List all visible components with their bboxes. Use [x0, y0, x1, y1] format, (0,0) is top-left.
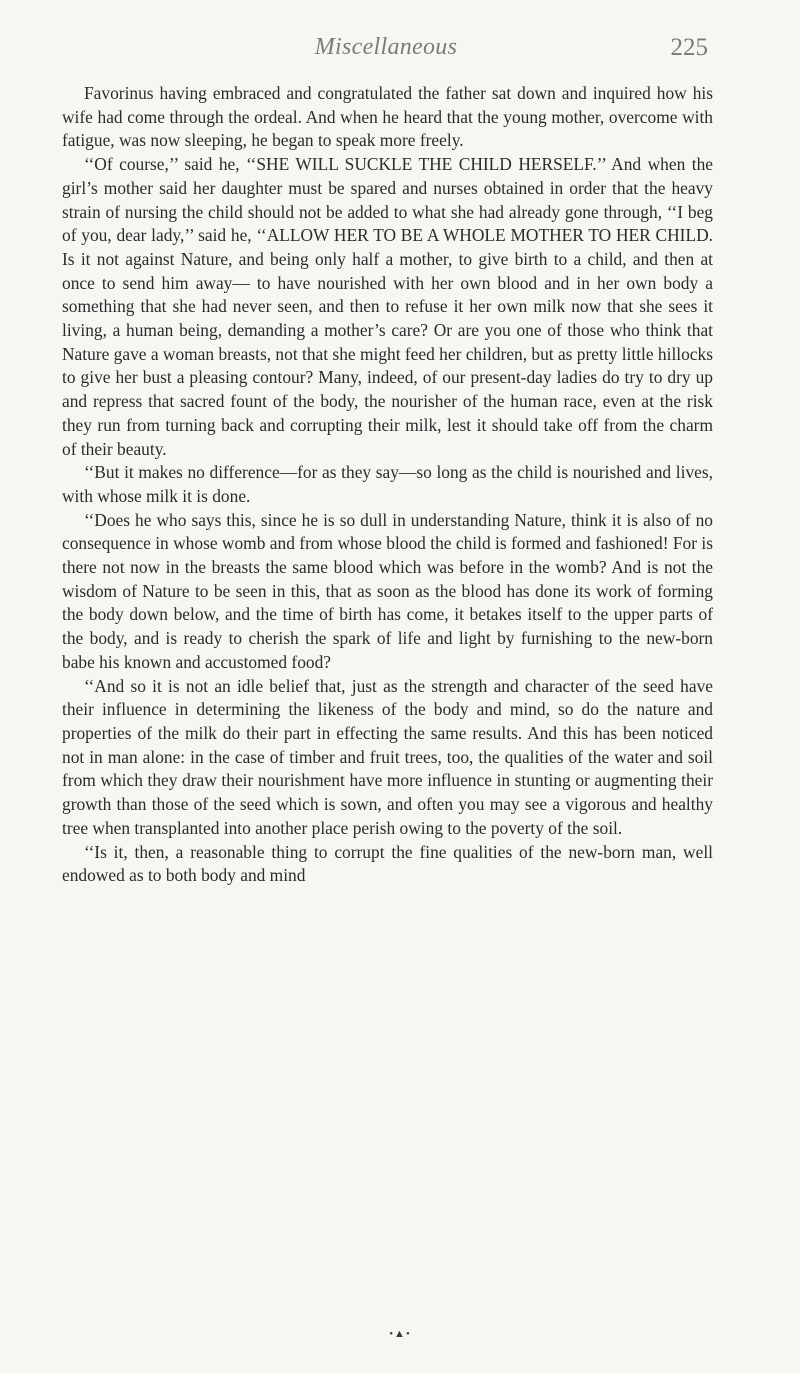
paragraph: ‘‘But it makes no difference—for as they say—so long as the child is nourished and lives, with whose milk it is done. [62, 462, 713, 506]
running-title: Miscellaneous [314, 34, 458, 60]
printer-ornament: •▲• [389, 1328, 411, 1340]
paragraph: ‘‘Of course,’’ said he, ‘‘SHE WILL SUCKLE THE CHILD HERSELF.’’ And when the girl’s mother said her daughter must be spared and nurses obtained in order that the heavy strain of nursing the child should not be added to what she had already gone through, ‘‘I beg of you, dear lady,’’ said he, ‘‘ALLOW HER TO BE A WHOLE MOTHER TO HER CHILD. Is it not against Nature, and being only half a mother, to give birth to a child, and then at once to send him away— to have nourished with her own blood and in her own body a something that she had never seen, and then to refuse it her own milk now that she sees it living, a human being, demanding a mother’s care? Or are you one of those who think that Nature gave a woman breasts, not that she might feed her children, but as pretty little hillocks to give her bust a pleasing contour? Many, indeed, of our present-day ladies do try to dry up and repress that sacred fount of the body, the nourisher of the human race, even at the risk they run from turning back and corrupting their milk, lest it should take off from the charm of their beauty. [62, 154, 713, 459]
paragraph: ‘‘Does he who says this, since he is so dull in understanding Nature, think it is also of no consequence in whose womb and from whose blood the child is formed and fashioned! For is there not now in the breasts the same blood which was before in the womb? And is not the wisdom of Nature to be seen in this, that as soon as the blood has done its work of forming the body down below, and the time of birth has come, it betakes itself to the upper parts of the body, and is ready to cherish the spark of life and light by furnishing to the new-born babe his known and accustomed food? [62, 509, 713, 672]
page-number: 225 [670, 34, 708, 61]
paragraph: ‘‘And so it is not an idle belief that, just as the strength and character of the seed have their influence in determining the likeness of the body and mind, so do the nature and properties of the milk do their part in effecting the same results. And this has been noticed not in man alone: in the case of timber and fruit trees, too, the qualities of the water and soil from which they draw their nourishment have more influence in stunting or augmenting their growth than those of the seed which is sown, and often you may see a vigorous and healthy tree when transplanted into another place perish owing to the poverty of the soil. [62, 675, 713, 838]
paragraph: ‘‘Is it, then, a reasonable thing to corrupt the fine qualities of the new-born man, well endowed as to both body and mind [62, 841, 713, 886]
paragraph: Favorinus having embraced and congratulated the father sat down and inquired how his wife had come through the ordeal. And when he heard that the young mother, overcome with fatigue, was now sleeping, he began to speak more freely. [62, 83, 713, 151]
page-header [60, 34, 712, 74]
body-text [62, 82, 713, 888]
